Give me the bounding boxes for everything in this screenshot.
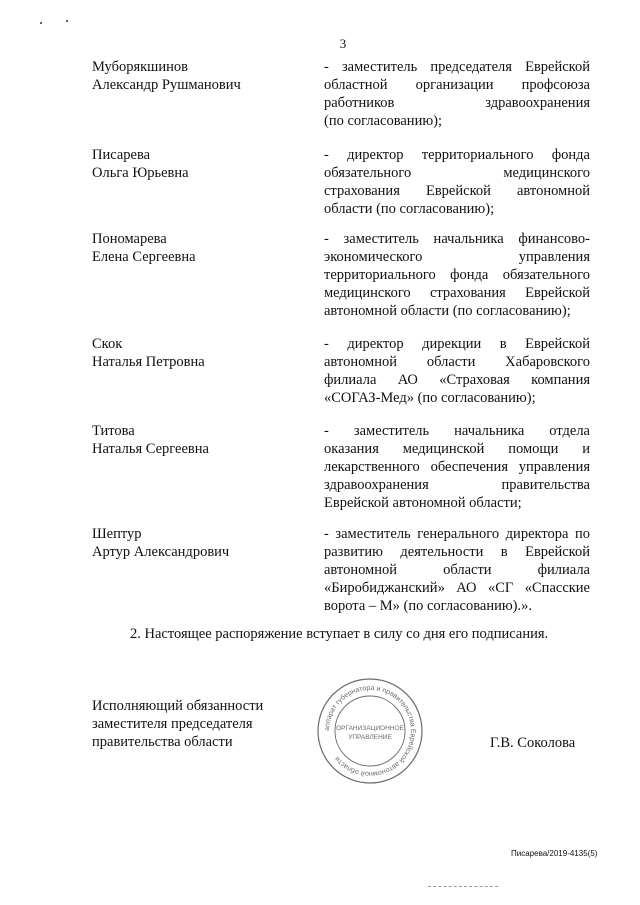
member-name [92, 422, 302, 458]
signatory-position-line: Исполняющий обязанности [92, 698, 264, 714]
scan-artifact-line [428, 886, 498, 888]
position-line: «Биробиджанский» АО «СГ «Спасские [324, 580, 590, 596]
position-line: автономной области филиала [324, 562, 590, 578]
position-line: страхования Еврейской автономной [324, 183, 590, 199]
position-line: территориального фонда обязательного [324, 267, 590, 283]
member-given-names: Елена Сергеевна [92, 249, 196, 265]
member-name [92, 230, 302, 266]
member-position [324, 146, 590, 218]
position-line: «СОГАЗ-Мед» (по согласованию); [324, 390, 536, 406]
member-surname: Титова [92, 423, 135, 439]
position-line: областной организации профсоюза [324, 77, 590, 93]
position-line: автономной области (по согласованию); [324, 303, 571, 319]
stamp-center-line: УПРАВЛЕНИЕ [348, 734, 392, 741]
position-line: - заместитель начальника отдела [324, 423, 590, 439]
signatory-position-line: правительства области [92, 734, 233, 750]
stamp-ring-textpath: аппарат губернатора и правительства Еврейской автономной области [323, 684, 417, 778]
member-given-names: Наталья Сергеевна [92, 441, 209, 457]
position-line: Еврейской автономной области; [324, 495, 522, 511]
position-line: - заместитель начальника финансово- [324, 231, 590, 247]
position-line: экономического управления [324, 249, 590, 265]
member-name [92, 525, 302, 561]
position-line: здравоохранения правительства [324, 477, 590, 493]
stamp-center-line: ОРГАНИЗАЦИОННОЕ [336, 725, 404, 732]
member-position [324, 525, 590, 615]
position-line: медицинского страхования Еврейской [324, 285, 590, 301]
member-position [324, 422, 590, 512]
position-line: - заместитель генерального директора по [324, 526, 590, 542]
member-surname: Пономарева [92, 231, 167, 247]
scan-dot [40, 22, 42, 24]
scan-dot [66, 20, 68, 22]
member-given-names: Александр Рушманович [92, 77, 241, 93]
member-given-names: Артур Александрович [92, 544, 230, 560]
position-line: лекарственного обеспечения управления [324, 459, 590, 475]
member-surname: Скок [92, 336, 123, 352]
position-line: работников здравоохранения [324, 95, 590, 111]
member-surname: Муборякшинов [92, 59, 188, 75]
signatory-name: Г.В. Соколова [490, 735, 576, 751]
member-position [324, 335, 590, 407]
position-line: обязательного медицинского [324, 165, 590, 181]
position-line: оказания медицинской помощи и [324, 441, 590, 457]
position-line: развитию деятельности в Еврейской [324, 544, 590, 560]
document-reference: Писарева/2019-4135(5) [511, 849, 598, 858]
member-name [92, 335, 302, 371]
position-line: (по согласованию); [324, 113, 443, 129]
position-line: автономной области Хабаровского [324, 354, 590, 370]
member-name [92, 146, 302, 182]
member-given-names: Наталья Петровна [92, 354, 205, 370]
signatory-position [92, 697, 312, 751]
page-number: 3 [339, 36, 347, 51]
member-surname: Шептур [92, 526, 142, 542]
signatory-position-line: заместителя председателя [92, 716, 253, 732]
position-line: области (по согласованию); [324, 201, 495, 217]
member-name [92, 58, 302, 94]
position-line: - заместитель председателя Еврейской [324, 59, 590, 75]
position-line: - директор дирекции в Еврейской [324, 336, 590, 352]
position-line: - директор территориального фонда [324, 147, 590, 163]
position-line: ворота – М» (по согласованию).». [324, 598, 533, 614]
member-position [324, 58, 590, 130]
member-position [324, 230, 590, 320]
position-line: филиала АО «Страховая компания [324, 372, 590, 388]
member-surname: Писарева [92, 147, 151, 163]
official-stamp [314, 675, 426, 787]
effective-date-clause: 2. Настоящее распоряжение вступает в силу со дня его подписания. [130, 626, 549, 642]
member-given-names: Ольга Юрьевна [92, 165, 189, 181]
